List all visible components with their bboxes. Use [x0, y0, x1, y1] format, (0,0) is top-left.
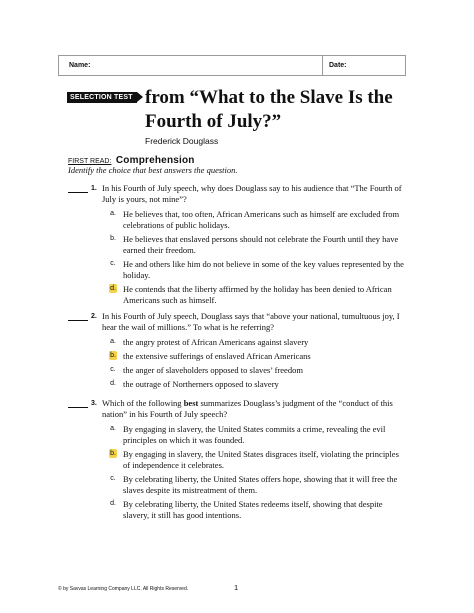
option-letter-highlighted: b. [110, 450, 116, 457]
question-1 [68, 183, 408, 309]
question-stem [102, 398, 408, 420]
option-text: He believes that, too often, African Americans such as himself are excluded from celebrations of public holidays. [123, 209, 400, 230]
option-b[interactable] [109, 351, 408, 362]
option-letter: c. [110, 366, 116, 373]
option-text: He believes that enslaved persons should not celebrate the Fourth until they have earned their freedom. [123, 234, 399, 255]
option-text: the extensive sufferings of enslaved African Americans [123, 351, 311, 361]
option-letter: d. [110, 500, 116, 507]
page-title: from “What to the Slave Is the Fourth of July?” [145, 87, 393, 132]
option-c[interactable] [109, 259, 408, 281]
option-letter: a. [110, 338, 116, 345]
option-letter: c. [110, 260, 116, 267]
stem-emphasis: best [183, 398, 199, 408]
option-b[interactable] [109, 234, 408, 256]
option-c[interactable] [109, 365, 408, 376]
option-text: He contends that the liberty affirmed by the holiday has been denied to African Americans such as himself. [123, 284, 392, 305]
question-number: 1. [91, 185, 97, 192]
name-field[interactable] [59, 56, 323, 75]
answer-blank[interactable] [68, 311, 88, 321]
stem-text: summarizes Douglass’s judgment of the “conduct of this nation” in his Fourth of July speech? [102, 398, 393, 419]
question-2 [68, 311, 408, 393]
question-stem: In his Fourth of July speech, Douglass says that “above your national, tumultuous joy, I hear the wail of millions.” To what is he referring? [102, 311, 400, 332]
option-text: He and others like him do not believe in some of the key values represented by the holiday. [123, 259, 404, 280]
option-a[interactable] [109, 209, 408, 231]
first-read-label: FIRST READ: [68, 158, 112, 165]
option-text: By engaging in slavery, the United States disgraces itself, violating the principles of independence it celebrates. [123, 449, 399, 470]
comprehension-heading: Comprehension [115, 155, 195, 166]
option-c[interactable] [109, 474, 408, 496]
option-d[interactable] [109, 284, 408, 306]
option-letter-highlighted: b. [110, 352, 116, 359]
question-stem: In his Fourth of July speech, why does Douglass say to his audience that “The Fourth of July is yours, not mine”? [102, 183, 402, 204]
instructions: Identify the choice that best answers the question. [68, 165, 238, 175]
option-letter: a. [110, 425, 116, 432]
option-text: the outrage of Northerners opposed to slavery [123, 379, 279, 389]
option-a[interactable] [109, 337, 408, 348]
option-letter: c. [110, 475, 116, 482]
option-text: By celebrating liberty, the United States offers hope, showing that it will free the slaves despite its mistreatment of them. [123, 474, 398, 495]
question-number: 3. [91, 400, 97, 407]
date-label: Date: [329, 62, 347, 69]
selection-test-badge: SELECTION TEST [67, 92, 137, 103]
page-number: 1 [234, 583, 239, 592]
option-d[interactable] [109, 499, 408, 521]
option-a[interactable] [109, 424, 408, 446]
option-text: By celebrating liberty, the United States redeems itself, showing that despite slavery, it still has good intentions. [123, 499, 383, 520]
option-d[interactable] [109, 379, 408, 390]
date-field[interactable] [323, 56, 405, 75]
author-name: Frederick Douglass [145, 136, 219, 146]
option-text: the angry protest of African Americans against slavery [123, 337, 309, 347]
option-letter: b. [110, 235, 116, 242]
question-number: 2. [91, 313, 97, 320]
option-letter: d. [110, 380, 116, 387]
answer-blank[interactable] [68, 183, 88, 193]
copyright-footer: © by Savvas Learning Company LLC. All Rights Reserved. [58, 586, 189, 592]
option-b[interactable] [109, 449, 408, 471]
option-letter: a. [110, 210, 116, 217]
stem-text: Which of the following [102, 398, 184, 408]
question-3 [68, 398, 408, 524]
answer-blank[interactable] [68, 398, 88, 408]
name-label: Name: [69, 62, 91, 69]
option-text: By engaging in slavery, the United States commits a crime, revealing the evil principles on which it was founded. [123, 424, 386, 445]
option-letter-highlighted: d. [110, 285, 116, 292]
name-date-box [58, 55, 406, 76]
option-text: the anger of slaveholders opposed to slaves’ freedom [123, 365, 303, 375]
